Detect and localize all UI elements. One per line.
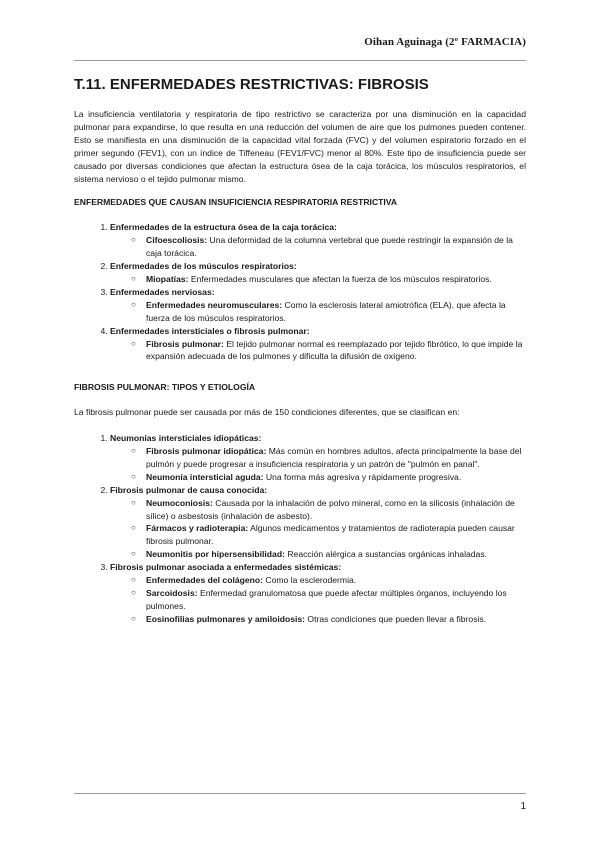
sub-list-item <box>131 471 526 484</box>
section-heading-fibrosis-types: FIBROSIS PULMONAR: TIPOS Y ETIOLOGÍA <box>74 382 256 393</box>
category-label: Enfermedades de los músculos respiratorios: <box>110 261 297 272</box>
definition: Una deformidad de la columna vertebral que puede restringir la expansión de la caja torácica. <box>146 235 513 259</box>
category-label: Fibrosis pulmonar de causa conocida: <box>110 484 268 495</box>
sub-list-item <box>131 497 526 523</box>
fibrosis-types-list <box>74 432 526 626</box>
list-item <box>110 432 526 484</box>
list-item <box>110 561 526 626</box>
definition: Como la esclerosis lateral amiotrófica (ELA), que afecta la fuerza de los músculos respiratorios. <box>146 299 506 323</box>
sub-list-item <box>131 522 526 548</box>
definition: Como la esclerodermia. <box>263 575 357 586</box>
list-item <box>110 484 526 561</box>
definition: Una forma más agresiva y rápidamente progresiva. <box>263 471 462 482</box>
term: Sarcoidosis: <box>146 588 198 598</box>
definition: Más común en hombres adultos, afecta principalmente la base del pulmón y puede progresar a insuficiencia respiratoria y un patrón de "pulmón en panal". <box>146 446 522 469</box>
intro-paragraph: La insuficiencia ventilatoria y respiratoria de tipo restrictivo se caracteriza por una disminución en la capacidad pulmonar para expandirse, lo que resulta en una reducción del volumen de aire que los pulmones pueden contener. Esto se manifiesta en una disminución de la capacidad vital forzada (FVC) y del volumen espiratorio forzado en el primer segundo (FEV1), con un índice de Tiffeneau (FEV1/FVC) menor al 80%. Este tipo de insuficiencia puede ser causado por diversas condiciones que afectan la estructura ósea de la caja torácica, los músculos respiratorios, el sistema nervioso o el tejido pulmonar mismo. <box>74 109 526 184</box>
restrictive-diseases-list <box>74 221 526 363</box>
sub-list-item <box>131 445 526 471</box>
category-label: Neumonías intersticiales idiopáticas: <box>110 433 262 444</box>
definition: Enfermedades musculares que afectan la fuerza de los músculos respiratorios. <box>188 273 492 284</box>
list-item <box>110 260 526 286</box>
definition: Enfermedad granulomatosa que puede afectar múltiples órganos, incluyendo los pulmones. <box>146 588 507 611</box>
term: Cifoescoliosis: <box>146 235 208 246</box>
sub-list-item <box>131 587 526 613</box>
header-rule <box>74 60 526 61</box>
term: Eosinofilias pulmonares y amiloidosis: <box>146 613 306 624</box>
category-label: Enfermedades intersticiales o fibrosis pulmonar: <box>110 325 310 336</box>
list-item <box>110 286 526 325</box>
definition: Causada por la inhalación de polvo mineral, como en la silicosis (inhalación de sílice) o asbestosis (inhalación de asbesto). <box>146 497 515 521</box>
sub-list-item <box>131 273 526 286</box>
category-label: Enfermedades nerviosas: <box>110 286 215 297</box>
category-label: Fibrosis pulmonar asociada a enfermedades sistémicas: <box>110 562 342 573</box>
term: Fibrosis pulmonar: <box>146 338 224 349</box>
list-item <box>110 221 526 260</box>
definition: El tejido pulmonar normal es reemplazado por tejido fibrótico, lo que impide la expansión adecuada de los pulmones y dificulta la difusión de oxígeno. <box>146 338 523 362</box>
term: Fibrosis pulmonar idiopática: <box>146 446 267 457</box>
page-number: 1 <box>520 801 526 812</box>
sub-list-item <box>131 299 526 325</box>
page-title: T.11. ENFERMEDADES RESTRICTIVAS: FIBROSIS <box>74 76 429 93</box>
term: Miopatías: <box>146 273 189 284</box>
sub-list-item <box>131 548 526 561</box>
sub-list-item <box>131 613 526 626</box>
sub-list-item <box>131 338 526 364</box>
header-author: Oihan Aguinaga (2º FARMACIA) <box>364 36 526 48</box>
category-label: Enfermedades de la estructura ósea de la caja torácica: <box>110 222 337 233</box>
sub-list-item <box>131 574 526 587</box>
term: Neumonitis por hipersensibilidad: <box>146 549 285 560</box>
document-body <box>74 108 526 644</box>
section-intro: La fibrosis pulmonar puede ser causada por más de 150 condiciones diferentes, que se clasifican en: <box>74 407 460 418</box>
term: Neumoconiosis: <box>146 497 213 508</box>
term: Enfermedades neuromusculares: <box>146 299 283 310</box>
definition: Otras condiciones que pueden llevar a fibrosis. <box>305 613 487 624</box>
term: Fármacos y radioterapia: <box>146 523 249 534</box>
list-item <box>110 325 526 364</box>
sub-list-item <box>131 234 526 260</box>
definition: Reacción alérgica a sustancias orgánicas inhaladas. <box>284 549 488 560</box>
footer-rule <box>74 793 526 794</box>
definition: Algunos medicamentos y tratamientos de radioterapia pueden causar fibrosis pulmonar. <box>146 523 515 547</box>
section-heading-restrictive-diseases: ENFERMEDADES QUE CAUSAN INSUFICIENCIA RESPIRATORIA RESTRICTIVA <box>74 197 398 208</box>
term: Enfermedades del colágeno: <box>146 575 264 586</box>
term: Neumonía intersticial aguda: <box>146 471 264 482</box>
